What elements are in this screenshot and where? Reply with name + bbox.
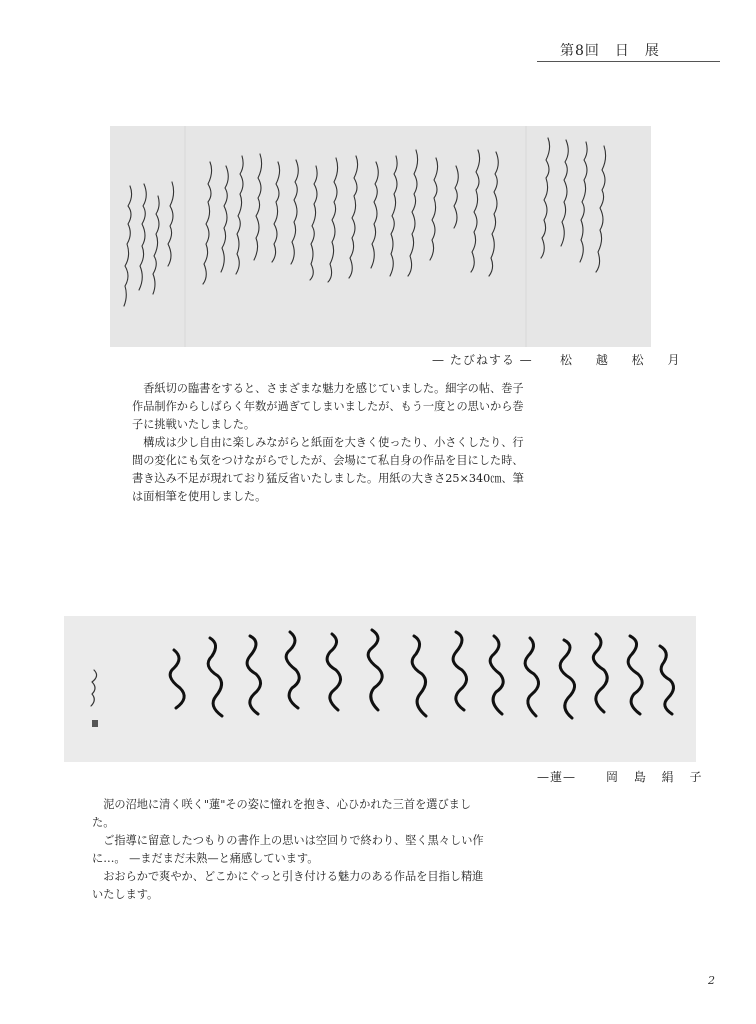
calligraphy-scroll-drawing: [110, 126, 651, 347]
calligraphy-scroll-image: [110, 126, 651, 347]
artwork-1-title: — たびねする —: [432, 353, 533, 367]
artwork-1-author: 松 越 松 月: [560, 353, 690, 367]
calligraphy-lotus-drawing: [64, 616, 696, 762]
artwork-2-paragraph: 泥の沼地に清く咲く"蓮"その姿に憧れを抱き、心ひかれた三首を選びました。: [92, 798, 472, 829]
artwork-2-paragraph: おおらかで爽やか、どこかにぐっと引き付ける魅力のある作品を目指し精進いたします。: [92, 870, 484, 901]
page-number: 2: [708, 974, 715, 987]
artwork-2-author: 岡 島 絹 子: [606, 770, 708, 784]
artwork-1-description: [132, 380, 532, 506]
artwork-1-paragraph: 香紙切の臨書をすると、さまざまな魅力を感じていました。細字の帖、巻子作品制作からしばらく年数が過ぎてしまいましたが、もう一度との思いから巻子に挑戦いたしました。: [132, 382, 524, 431]
artwork-2-title: —蓮—: [537, 770, 577, 784]
artwork-2-description: [92, 796, 492, 904]
header-rule: [537, 61, 720, 62]
magazine-header-title: 第8回 日 展: [560, 43, 660, 59]
artwork-1-paragraph: 構成は少し自由に楽しみながらと紙面を大きく使ったり、小さくしたり、行間の変化にも気をつけながらでしたが、会場にて私自身の作品を目にした時、書き込み不足が現れており猛反省いたしました。用紙の大きさ25×340㎝、筆は面相筆を使用しました。: [132, 436, 524, 503]
artwork-2-paragraph: ご指導に留意したつもりの書作上の思いは空回りで終わり、堅く黒々しい作に…。 —まだまだ未熟—と痛感しています。: [92, 834, 484, 865]
calligraphy-lotus-image: [64, 616, 696, 762]
